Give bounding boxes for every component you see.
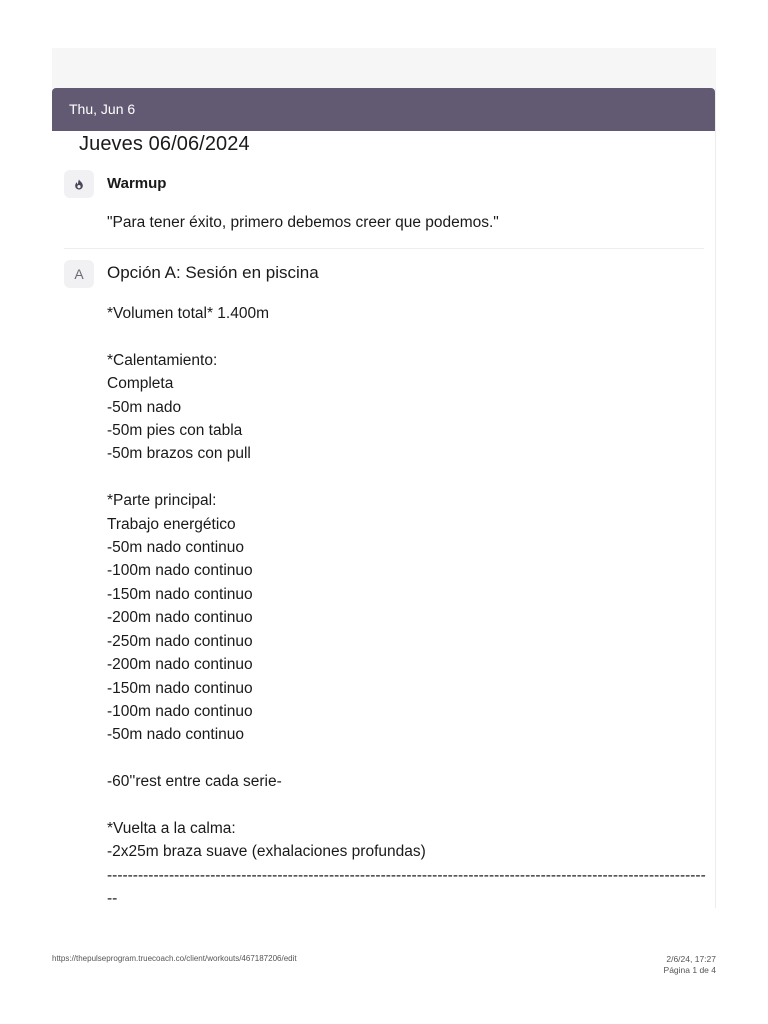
footer-page-number: Página 1 de 4 (663, 965, 716, 975)
section-warmup[interactable] (64, 170, 704, 249)
flame-icon (74, 179, 84, 190)
footer-datetime: 2/6/24, 17:27 (666, 954, 716, 964)
warmup-quote: "Para tener éxito, primero debemos creer que podemos." (107, 214, 499, 231)
workout-card (52, 88, 716, 908)
footer-url: https://thepulseprogram.truecoach.co/client/workouts/467187206/edit (52, 954, 297, 963)
warmup-badge (64, 170, 94, 198)
option-a-description: *Volumen total* 1.400m *Calentamiento: Completa -50m nado -50m pies con tabla -50m brazos con pull *Parte principal: Trabajo energético -50m nado continuo -100m nado continuo -150m nado continuo -200m nado continuo -250m nado continuo -200m nado continuo -150m nado continuo -100m nado continuo -50m nado continuo -60''rest entre cada serie- *Vuelta a la calma: -2x25m braza suave (exhalaciones profundas) ---------------------------------------------------------------------------------------------------------------------- (107, 305, 706, 908)
option-a-badge: A (64, 260, 94, 288)
footer-meta (664, 954, 716, 976)
warmup-title: Warmup (107, 175, 167, 192)
date-label: Thu, Jun 6 (69, 101, 136, 117)
date-header (52, 88, 715, 131)
workout-title: Jueves 06/06/2024 (79, 133, 250, 155)
option-a-title: Opción A: Sesión en piscina (107, 263, 319, 282)
top-spacer (52, 48, 716, 88)
